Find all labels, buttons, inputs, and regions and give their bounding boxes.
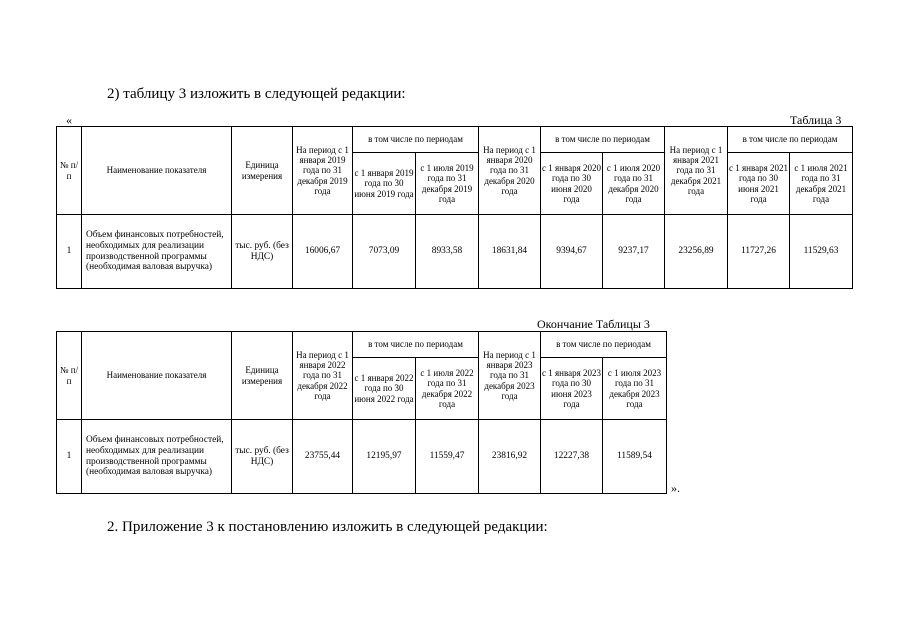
- value-cell: 16006,67: [293, 215, 353, 289]
- close-quote: ».: [671, 481, 680, 495]
- value-cell: 7073,09: [353, 215, 416, 289]
- header-half-2: с 1 июля 2021 года по 31 декабря 2021 года: [790, 153, 853, 215]
- header-name: Наименование показателя: [82, 127, 232, 215]
- value-cell: 12227,38: [541, 420, 603, 494]
- row-unit: тыс. руб. (без НДС): [232, 215, 293, 289]
- header-period-total: На период с 1 января 2020 года по 31 декабря 2020 года: [479, 127, 541, 215]
- header-incl: в том числе по периодам: [541, 332, 667, 358]
- header-half-2: с 1 июля 2019 года по 31 декабря 2019 года: [416, 153, 479, 215]
- header-incl: в том числе по периодам: [541, 127, 665, 153]
- header-half-2: с 1 июля 2023 года по 31 декабря 2023 года: [603, 358, 667, 420]
- row-num: 1: [57, 215, 82, 289]
- footer-line: 2. Приложение 3 к постановлению изложить в следующей редакции:: [107, 519, 548, 535]
- header-num: № п/п: [57, 127, 82, 215]
- value-cell: 11727,26: [728, 215, 790, 289]
- header-period-total: На период с 1 января 2019 года по 31 декабря 2019 года: [293, 127, 353, 215]
- value-cell: 23755,44: [293, 420, 353, 494]
- table1-caption: Таблица 3: [790, 113, 842, 127]
- header-half-2: с 1 июля 2022 года по 31 декабря 2022 года: [416, 358, 479, 420]
- row-num: 1: [57, 420, 82, 494]
- value-cell: 18631,84: [479, 215, 541, 289]
- value-cell: 11529,63: [790, 215, 853, 289]
- header-num: № п/п: [57, 332, 82, 420]
- table-2: [56, 331, 667, 494]
- value-cell: 23256,89: [665, 215, 728, 289]
- value-cell: 12195,97: [353, 420, 416, 494]
- header-incl: в том числе по периодам: [353, 127, 479, 153]
- header-incl: в том числе по периодам: [353, 332, 479, 358]
- table-1: [56, 126, 853, 289]
- header-half-1: с 1 января 2022 года по 30 июня 2022 года: [353, 358, 416, 420]
- header-incl: в том числе по периодам: [728, 127, 853, 153]
- value-cell: 8933,58: [416, 215, 479, 289]
- header-half-1: с 1 января 2020 года по 30 июня 2020 года: [541, 153, 603, 215]
- table2-caption: Окончание Таблицы 3: [537, 317, 650, 331]
- header-half-1: с 1 января 2019 года по 30 июня 2019 года: [353, 153, 416, 215]
- header-period-total: На период с 1 января 2021 года по 31 декабря 2021 года: [665, 127, 728, 215]
- intro-line: 2) таблицу 3 изложить в следующей редакции:: [107, 86, 406, 102]
- header-half-2: с 1 июля 2020 года по 31 декабря 2020 года: [603, 153, 665, 215]
- open-quote: «: [66, 113, 72, 127]
- row-name: Объем финансовых потребностей, необходимых для реализации производственной программы (необходимая валовая выручка): [82, 215, 232, 289]
- value-cell: 11589,54: [603, 420, 667, 494]
- table-row: [57, 420, 667, 494]
- row-name: Объем финансовых потребностей, необходимых для реализации производственной программы (необходимая валовая выручка): [82, 420, 232, 494]
- value-cell: 9237,17: [603, 215, 665, 289]
- header-unit: Единица измерения: [232, 332, 293, 420]
- header-unit: Единица измерения: [232, 127, 293, 215]
- table-row: [57, 215, 853, 289]
- header-period-total: На период с 1 января 2023 года по 31 декабря 2023 года: [479, 332, 541, 420]
- header-half-1: с 1 января 2021 года по 30 июня 2021 года: [728, 153, 790, 215]
- row-unit: тыс. руб. (без НДС): [232, 420, 293, 494]
- header-half-1: с 1 января 2023 года по 30 июня 2023 года: [541, 358, 603, 420]
- value-cell: 23816,92: [479, 420, 541, 494]
- header-name: Наименование показателя: [82, 332, 232, 420]
- value-cell: 11559,47: [416, 420, 479, 494]
- value-cell: 9394,67: [541, 215, 603, 289]
- header-period-total: На период с 1 января 2022 года по 31 декабря 2022 года: [293, 332, 353, 420]
